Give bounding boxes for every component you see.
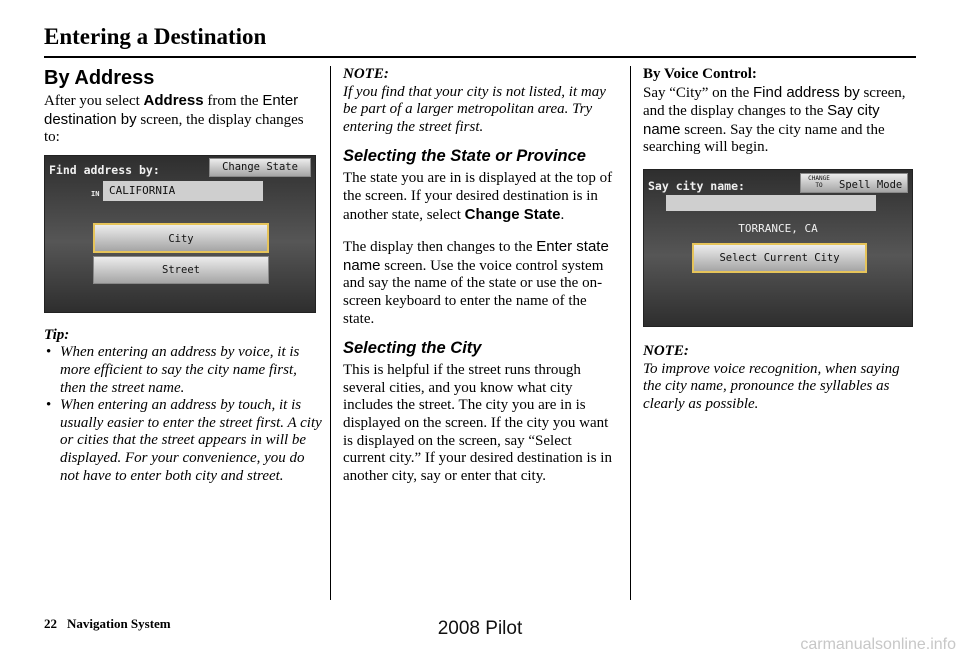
intro-paragraph: [44, 92, 322, 147]
keyword-enter-state-name: Enter state name: [343, 238, 609, 274]
section-heading-state: Selecting the State or Province: [343, 147, 586, 166]
current-city: TORRANCE, CA: [738, 221, 818, 235]
keyword-say-city-name: Say city name: [643, 102, 880, 138]
say-city-screen: [643, 169, 913, 327]
body-text: .: [560, 206, 565, 223]
keyword-change-state: Change State: [464, 205, 561, 223]
city-input-field[interactable]: [666, 195, 876, 211]
change-to-label: CHANGE TO: [808, 174, 830, 189]
column-right: [643, 66, 918, 413]
page-number: 22: [44, 616, 57, 631]
note-label: NOTE:: [643, 342, 689, 359]
page-title: Entering a Destination: [44, 24, 267, 49]
tip-item: • When entering an address by touch, it is usually easier to enter the street first. A city or cities that the street appears in will be displayed. For your convenience, you do not have to enter both city and street.: [44, 397, 322, 485]
note-text: If you find that your city is not listed, it may be part of a larger metropolitan area. Try entering the street first.: [343, 83, 606, 135]
state-paragraph-2: [343, 238, 615, 328]
screen-title: Say city name:: [648, 178, 745, 193]
section-name: Navigation System: [67, 616, 171, 631]
state-field: CALIFORNIA: [103, 181, 263, 201]
screen-title: Find address by:: [49, 162, 160, 177]
column-middle: [343, 66, 615, 485]
keyword-address: Address: [143, 92, 204, 109]
spell-mode-label: Spell Mode: [839, 178, 903, 191]
intro-text: screen, the display changes to:: [44, 111, 304, 146]
change-state-button[interactable]: Change State: [209, 158, 311, 177]
find-address-screen: [44, 155, 316, 313]
body-text: screen. Say the city name and the searching will begin.: [643, 121, 885, 156]
column-divider: [630, 66, 631, 600]
state-paragraph-1: [343, 170, 615, 224]
tip-list: [44, 344, 322, 485]
column-divider: [330, 66, 331, 600]
spell-mode-button[interactable]: [800, 173, 908, 193]
city-paragraph: This is helpful if the street runs through several cities, and you know what city includes the street. The city you are in is displayed on the screen. If the city you want is displayed on the screen, say “Select current city.” If your desired destination is in another city, say or enter that city.: [343, 362, 612, 484]
city-button[interactable]: City: [93, 223, 269, 253]
model-label: 2008 Pilot: [437, 618, 523, 639]
watermark: carmanualsonline.info: [800, 636, 956, 653]
voice-heading: By Voice Control:: [643, 66, 757, 82]
street-button[interactable]: Street: [93, 256, 269, 284]
tip-item: • When entering an address by voice, it is more efficient to say the city name first, then the street name.: [44, 344, 322, 397]
keyword-enter-destination-by: Enter destination by: [44, 92, 299, 128]
body-text: Say “City” on the: [643, 84, 753, 101]
note-label: NOTE:: [343, 66, 389, 82]
voice-paragraph: [643, 84, 918, 157]
select-current-city-button[interactable]: Select Current City: [692, 243, 867, 273]
tip-label: Tip:: [44, 326, 70, 343]
keyword-find-address-by: Find address by: [752, 83, 860, 101]
body-text: The state you are in is displayed at the top of the screen. If your desired destination is in another state, select: [343, 170, 613, 223]
note-text: To improve voice recognition, when saying the city name, pronounce the syllables as clearly as possible.: [643, 360, 900, 412]
body-text: screen. Use the voice control system and say the name of the state or use the on-screen keyboard to enter the name of the state.: [343, 257, 604, 327]
body-text: screen, and the display changes to the: [643, 84, 906, 120]
intro-text: from the: [203, 93, 263, 109]
state-prefix: IN: [91, 189, 100, 198]
section-heading-city: Selecting the City: [343, 339, 482, 358]
section-heading-by-address: By Address: [44, 67, 155, 89]
body-text: The display then changes to the: [343, 239, 537, 256]
column-left: [44, 66, 322, 485]
intro-text: After you select: [44, 93, 144, 109]
header-rule: [44, 56, 916, 58]
